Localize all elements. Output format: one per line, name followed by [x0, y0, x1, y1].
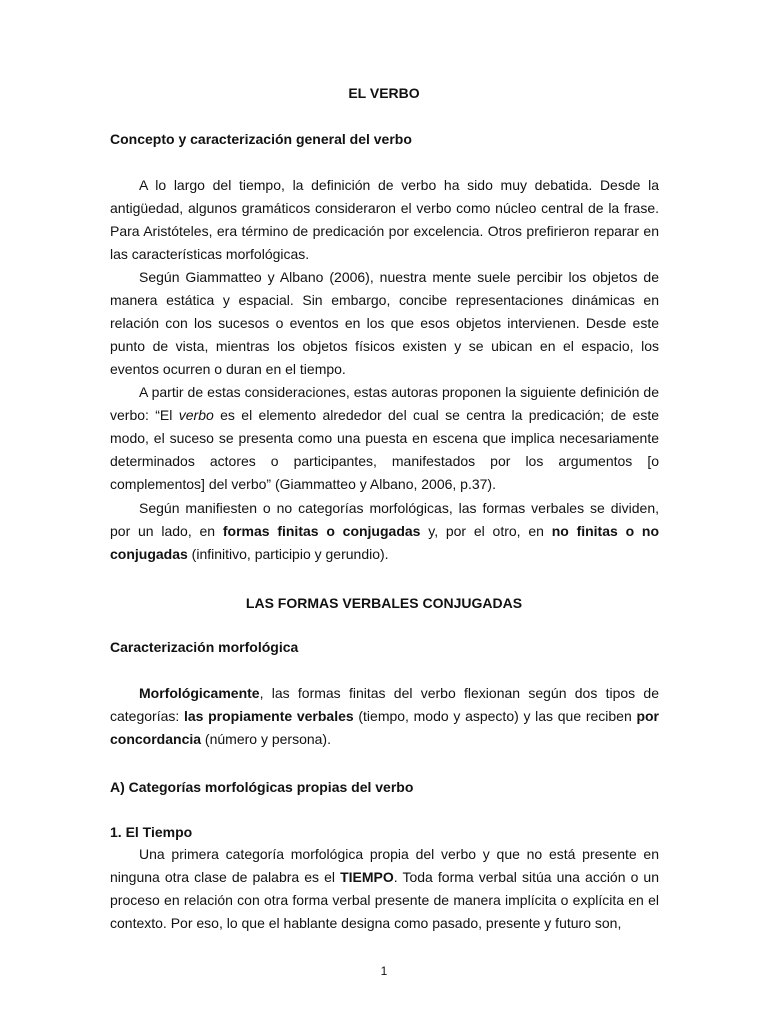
section-heading-formas-conjugadas: LAS FORMAS VERBALES CONJUGADAS [245, 595, 523, 611]
bold-term-finitas: formas finitas o conjugadas [222, 523, 421, 539]
bold-term-morfologicamente: Morfológicamente [139, 685, 260, 701]
paragraph-2: Según Giammatteo y Albano (2006), nuestra mente suele percibir los objetos de manera estática y espacial. Sin embargo, concibe representaciones dinámicas en relación con los sucesos o eventos en los que esos objetos intervienen. Desde este punto de vista, mientras los objetos físicos existen y se ubican en el espacio, los eventos ocurren o duran en el tiempo. [110, 269, 659, 377]
paragraph-4: Según manifiesten o no categorías morfológicas, las formas verbales se dividen, por un lado, en formas finitas o conjugadas y, por el otro, en no finitas o no conjugadas (infinitivo, participio y gerundio). [110, 500, 660, 562]
section-heading-caracterizacion: Caracterización morfológica [110, 639, 299, 655]
bold-term-concordancia: por concordancia [110, 708, 660, 747]
paragraph-5: Morfológicamente, las formas finitas del verbo flexionan según dos tipos de categorías: las propiamente verbales (tiempo, modo y aspecto) y las que reciben por concordancia (número y persona). [110, 685, 660, 747]
bold-term-no-finitas: no finitas o no conjugadas [110, 523, 660, 562]
paragraph-6: Una primera categoría morfológica propia del verbo y que no está presente en ninguna otra clase de palabra es el TIEMPO. Toda forma verbal sitúa una acción o un proceso en relación con otra forma verbal presente de manera implícita o explícita en el contexto. Por eso, lo que el hablante designa como pasado, presente y futuro son, [110, 846, 659, 931]
document-title: EL VERBO [348, 85, 420, 101]
section-heading-categorias: A) Categorías morfológicas propias del verbo [110, 779, 414, 795]
section-heading-concepto: Concepto y caracterización general del verbo [110, 131, 412, 147]
paragraph-3: A partir de estas consideraciones, estas autoras proponen la siguiente definición de verbo: “El verbo es el elemento alrededor del cual se centra la predicación; de este modo, el suceso se presenta como una puesta en escena que implica necesariamente determinados actores o participantes, manifestados por los argumentos [o complementos] del verbo” (Giammatteo y Albano, 2006, p.37). [110, 384, 659, 492]
bold-term-propiamente: las propiamente verbales [183, 708, 354, 724]
bold-term-tiempo: TIEMPO [340, 869, 394, 885]
paragraph-1: A lo largo del tiempo, la definición de verbo ha sido muy debatida. Desde la antigüedad, algunos gramáticos consideraron el verbo como núcleo central de la frase. Para Aristóteles, era término de predicación por excelencia. Otros prefirieron reparar en las características morfológicas. [110, 177, 659, 262]
page-number: 1 [380, 964, 388, 978]
italic-term: verbo [178, 407, 214, 423]
section-heading-tiempo: 1. El Tiempo [110, 824, 193, 840]
